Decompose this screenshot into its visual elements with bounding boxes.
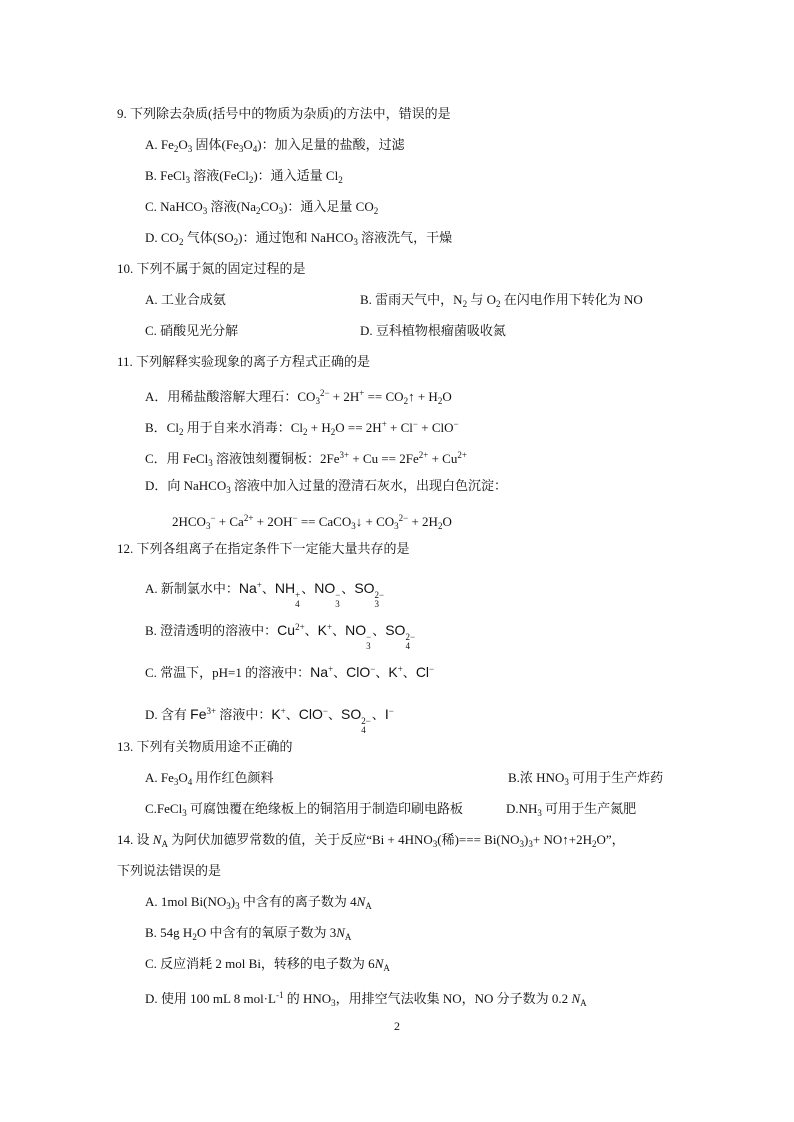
q14-option-c: C. 反应消耗 2 mol Bi，转移的电子数为 $6N_A$ — [145, 956, 390, 973]
q10-option-c: C. 硝酸见光分解 — [145, 323, 239, 338]
question-10-stem: 10. 下列不属于氮的固定过程的是 — [117, 261, 306, 276]
question-9-stem: 9. 下列除去杂质(括号中的物质为杂质)的方法中，错误的是 — [117, 106, 451, 121]
q12-option-a: A. 新制氯水中：Na+、NH + 4 、NO − 3 、SO 2− 3 — [145, 580, 385, 609]
q11-option-b: B．$Cl_2$ 用于自来水消毒：$Cl_2 + H_2O == 2H^+ + Cl^- + ClO^-$ — [145, 419, 459, 437]
q14-option-b: B. 54g $H_2O$ 中含有的氧原子数为 $3N_A$ — [145, 925, 352, 942]
q9-option-a: A. $Fe_2O_3$ 固体$(Fe_3O_4)$：加入足量的盐酸，过滤 — [145, 137, 405, 154]
q11-option-d: D．向 NaHCO$_3$ 溶液中加入过量的澄清石灰水，出现白色沉淀： — [145, 478, 508, 495]
q12-option-c: C. 常温下，pH=1 的溶液中：Na+、ClO−、K+、Cl− — [145, 664, 435, 680]
q13-option-b: B.浓 $HNO_3$ 可用于生产炸药 — [508, 770, 664, 787]
question-11-stem: 11. 下列解释实验现象的离子方程式正确的是 — [117, 354, 371, 369]
question-14-stem-cont: 下列说法错误的是 — [117, 863, 222, 878]
q14-option-d: D. 使用 100 mL 8 $mol\cdot L^{-1}$ 的 $HNO_3$，用排空气法收集 NO，NO 分子数为 0.2 $N_A$ — [145, 990, 587, 1008]
page-number: 2 — [394, 1019, 400, 1033]
q11-option-d-equation: $2HCO_3^- + Ca^{2+} + 2OH^-$ == CaCO$_3$↓ + $CO_3^{2-} + 2H_2O$ — [172, 513, 452, 531]
q12-option-b: B. 澄清透明的溶液中：$Cu^{2+}$、K+、NO − 3 、SO 2− 4 — [145, 622, 416, 651]
q13-option-c: C.FeCl$_3$ 可腐蚀覆在绝缘板上的铜箔用于制造印刷电路板 — [145, 801, 463, 818]
q11-option-c: C．用 FeCl$_3$ 溶液蚀刻覆铜板：$2Fe^{3+} + Cu == 2Fe^{2+} + Cu^{2+}$ — [145, 450, 467, 468]
q9-option-c: C. NaHCO$_3$ 溶液$(Na_2CO_3)$：通入足量 $CO_2$ — [145, 199, 379, 216]
question-14-stem: 14. 设 $N_A$ 为阿伏加德罗常数的值，关于反应“$Bi + 4HNO_3$(稀)=== $Bi(NO_3)_3+$ $NO↑+2H_2O$”， — [117, 832, 625, 849]
question-12-stem: 12. 下列各组离子在指定条件下一定能大量共存的是 — [117, 541, 410, 556]
q10-option-b: B. 雷雨天气中，$N_2$ 与 $O_2$ 在闪电作用下转化为 NO — [360, 292, 643, 309]
q9-option-d: D. $CO_2$ 气体$(SO_2)$：通过饱和 NaHCO$_3$ 溶液洗气，干燥 — [145, 230, 453, 247]
q11-option-a: A．用稀盐酸溶解大理石：$CO_3^{2-} + 2H^+$ == $CO_2↑ + H_2O$ — [145, 388, 452, 406]
q9-option-b: B. FeCl$_3$ 溶液(FeCl$_2$)：通入适量 $Cl_2$ — [145, 168, 343, 185]
question-13-stem: 13. 下列有关物质用途不正确的 — [117, 739, 293, 754]
q10-option-d: D. 豆科植物根瘤菌吸收氮 — [360, 323, 506, 338]
q14-option-a: A. 1mol $Bi(NO_3)_3$ 中含有的离子数为 $4N_A$ — [145, 894, 372, 911]
q13-option-a: A. $Fe_3O_4$ 用作红色颜料 — [145, 770, 274, 787]
q12-option-d: D. 含有 $Fe^{3+}$ 溶液中：K+、ClO−、SO 2− 4 、I− — [145, 706, 394, 735]
q13-option-d: $D.NH_3$ 可用于生产氮肥 — [506, 801, 637, 818]
q10-option-a: A. 工业合成氨 — [145, 292, 226, 307]
